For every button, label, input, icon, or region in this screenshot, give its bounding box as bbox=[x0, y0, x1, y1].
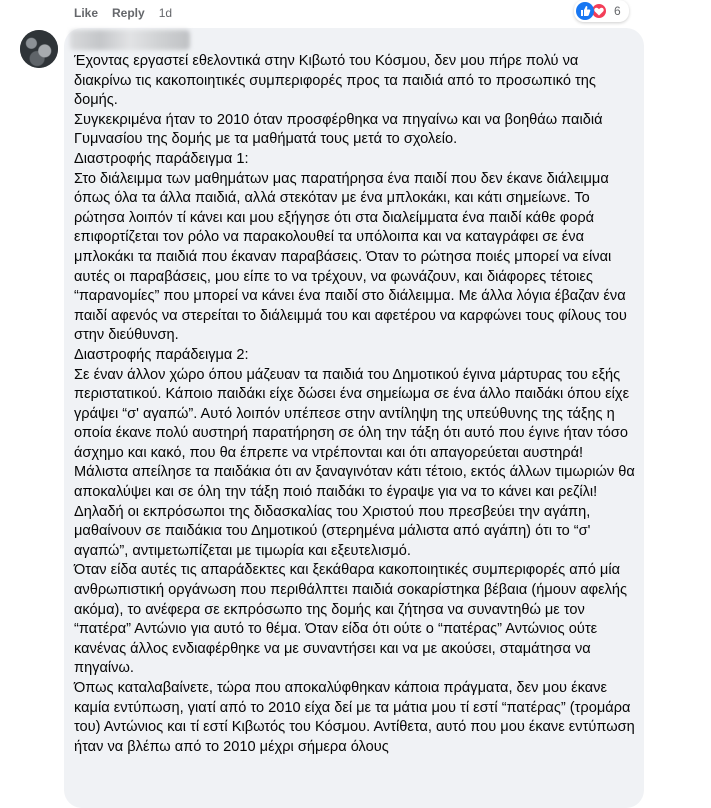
like-button[interactable]: Like bbox=[74, 6, 99, 20]
comment-paragraph: Σε έναν άλλον χώρο όπου μάζευαν τα παιδιά του Δημοτικού έγινα μάρτυρας του εξής περιστατικού. Κάποιο παιδάκι είχε δώσει ένα σημείωμα σε ένα άλλο παιδάκι όπου είχε γράψει “σ' αγαπώ”. Αυτό λοιπόν υπέπεσε στην αντίληψη της υπεύθυνης της τάξης η οποία έκανε πολύ αυστηρή παρατήρηση σε όλη την τάξη ότι αυτό που έγινε ήταν τόσο άσχημο και κακό, που θα έπρεπε να ντρέπονται και ότι απαγορεύεται αυστηρά! Μάλιστα απείλησε τα παιδάκια ότι αν ξαναγινόταν κάτι τέτοιο, εκτός άλλων τιμωριών θα αποκαλύψει και σε όλη την τάξη ποιό παιδάκι το έγραψε για να το κάνει και ρεζίλι! Δηλαδή οι εκπρόσωποι της διδασκαλίας του Χριστού που πρεσβεύει την αγάπη, μαθαίνουν σε παιδάκια του Δημοτικού (στερημένα μάλιστα από αγάπη) ότι το “σ' αγαπώ”, αντιμετωπίζεται με τιμωρία και εξευτελισμό. bbox=[74, 366, 635, 559]
comment-paragraph: Διαστροφής παράδειγμα 2: bbox=[74, 346, 249, 363]
comment-paragraph: Έχοντας εργαστεί εθελοντικά στην Κιβωτό του Κόσμου, δεν μου πήρε πολύ να διακρίνω τις κακοποιητικές συμπεριφορές προς τα παιδιά από το προσωπικό της δομής. bbox=[74, 53, 596, 109]
comment-paragraph: Συγκεκριμένα ήταν το 2010 όταν προσφέρθηκα να πηγαίνω και να βοηθάω παιδιά Γυμνασίου της δομής με τα μαθήματά τους μετά το σχολείο. bbox=[74, 111, 603, 148]
comment-paragraph: Όταν είδα αυτές τις απαράδεκτες και ξεκάθαρα κακοποιητικές συμπεριφορές από μία ανθρωπιστική οργάνωση που περιθάλπτει παιδιά σοκαρίστηκα βέβαια (ήμουν αφελής ακόμα), το ανέφερα σε εκπρόσωπο της δομής και ζήτησα να συναντηθώ με τον “πατέρα” Αντώνιο για αυτό το θέμα. Όταν είδα ότι ούτε ο “πατέρας” Αντώνιος ούτε κανένας άλλος ενδιαφέρθηκε να με συναντήσει και να με ακούσει, σταμάτησα να πηγαίνω. bbox=[74, 562, 628, 677]
comment-body bbox=[74, 52, 639, 757]
reply-button[interactable]: Reply bbox=[112, 6, 145, 20]
comment-paragraph: Διαστροφής παράδειγμα 1: bbox=[74, 150, 249, 167]
commenter-name-redacted bbox=[70, 30, 190, 50]
comment-timestamp[interactable]: 1d bbox=[158, 6, 173, 20]
reaction-summary[interactable] bbox=[574, 0, 629, 22]
like-icon bbox=[576, 2, 594, 20]
avatar[interactable] bbox=[20, 30, 58, 68]
comment-paragraph: Στο διάλειμμα των μαθημάτων μας παρατήρησα ένα παιδί που δεν έκανε διάλειμμα όπως όλα τα άλλα παιδιά, αλλά στεκόταν με ένα μπλοκάκι, και κάτι σημείωνε. Το ρώτησα λοιπόν τί κάνει και μου εξήγησε ότι στα διαλείμματα ένα παιδί κάθε φορά επιφορτίζεται τον ρόλο να παρακολουθεί τα υπόλοιπα και να καταγράφει σε ένα μπλοκάκι τα παιδιά που έκαναν παραβάσεις. Όταν το ρώτησα ποιές μπορεί να είναι αυτές οι παραβάσεις, μου είπε το να τρέχουν, να φωνάζουν, και διάφορες τέτοιες “παρανομίες” που μπορεί να κάνει ένα παιδί στο διάλειμμα. Με άλλα λόγια έβαζαν ένα παιδί αφενός να στερείται το διάλειμμά του και αφετέρου να καρφώνει τους φίλους του στην διεύθυνση. bbox=[74, 170, 627, 344]
comment-actions bbox=[74, 6, 172, 20]
reaction-count: 6 bbox=[614, 4, 621, 18]
comment-paragraph: Όπως καταλαβαίνετε, τώρα που αποκαλύφθηκαν κάποια πράγματα, δεν μου έκανε καμία εντύπωση, γιατί από το 2010 είχα δεί με τα μάτια μου τί εστί “πατέρας” (τρομάρα του) Αντώνιος και τί εστί Κιβωτός του Κόσμου. Αντίθετα, αυτό που μου έκανε εντύπωση ήταν να βλέπω από το 2010 μέχρι σήμερα όλους bbox=[74, 680, 635, 755]
